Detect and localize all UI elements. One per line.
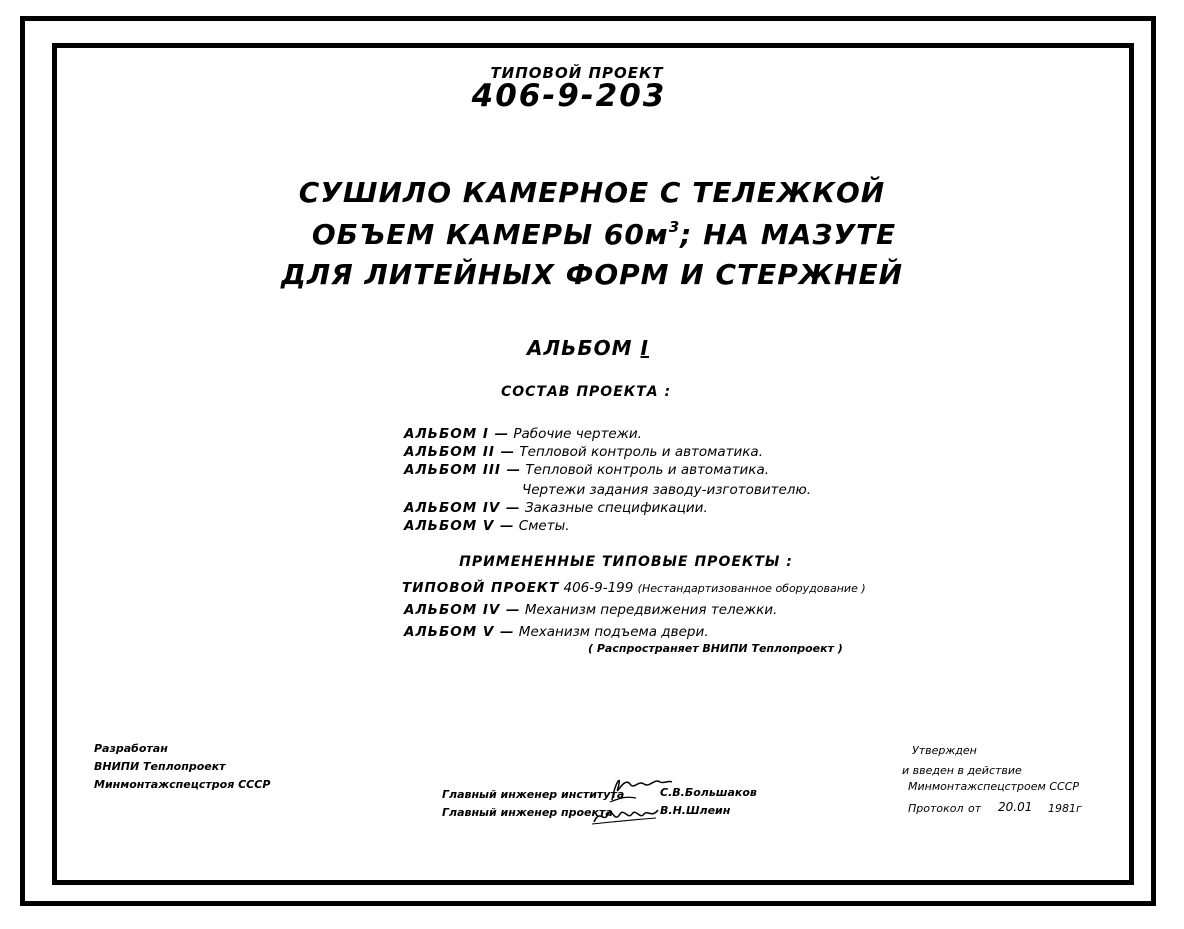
developer-line-3: Минмонтажспецстроя СССР <box>94 778 271 791</box>
composition-item-text: Тепловой контроль и автоматика. <box>519 444 763 460</box>
composition-item-3-continued <box>522 482 811 498</box>
approval-protocol-date: 20.01 <box>998 800 1033 814</box>
composition-item-3 <box>404 462 769 478</box>
album-number: I <box>640 336 649 360</box>
title-line-2-suffix: ; НА МАЗУТЕ <box>680 218 897 251</box>
approval-protocol-from: от <box>968 802 982 815</box>
signature-institute <box>596 770 676 806</box>
signature-project <box>590 802 662 828</box>
applied-project <box>402 580 866 596</box>
approval-line-3: Минмонтажспецстроем СССР <box>908 780 1080 793</box>
applied-item-2 <box>404 624 709 640</box>
applied-item-1 <box>404 602 777 618</box>
applied-project-note: (Нестандартизованное оборудование ) <box>637 582 866 595</box>
approval-protocol-label: Протокол <box>908 802 964 815</box>
composition-item-label: АЛЬБОМ III — <box>404 462 522 478</box>
approval-line-1: Утвержден <box>912 744 977 757</box>
album-heading <box>527 336 649 360</box>
composition-item-text: Заказные спецификации. <box>524 500 708 516</box>
role-label: Главный инженер института <box>442 788 625 801</box>
composition-item-label: АЛЬБОМ IV — <box>404 500 521 516</box>
composition-item-text: Тепловой контроль и автоматика. <box>525 462 770 478</box>
composition-item-4 <box>404 500 708 516</box>
project-label: ТИПОВОЙ ПРОЕКТ <box>490 64 664 82</box>
approval-protocol-year: 1981г <box>1048 802 1082 815</box>
composition-heading: СОСТАВ ПРОЕКТА : <box>500 384 672 400</box>
chief-engineer-institute-name: С.В.Большаков <box>660 786 757 799</box>
developer-line-2: ВНИПИ Теплопроект <box>94 760 226 773</box>
chief-engineer-project-name: В.Н.Шлеин <box>660 804 731 817</box>
applied-project-label: ТИПОВОЙ ПРОЕКТ <box>402 580 560 596</box>
composition-item-label: АЛЬБОМ I — <box>404 426 510 442</box>
project-number: 406-9-203 <box>471 78 667 114</box>
applied-item-text: Механизм передвижения тележки. <box>524 602 778 618</box>
composition-item-label: АЛЬБОМ II — <box>404 444 516 460</box>
applied-heading: ПРИМЕНЕННЫЕ ТИПОВЫЕ ПРОЕКТЫ : <box>459 554 793 570</box>
album-label: АЛЬБОМ <box>527 336 633 360</box>
approval-line-2: и введен в действие <box>902 764 1022 777</box>
title-line-2-prefix: ОБЪЕМ КАМЕРЫ 60м <box>311 218 669 251</box>
applied-item-label: АЛЬБОМ IV — <box>404 602 521 618</box>
role-label: Главный инженер проекта <box>442 806 613 819</box>
title-line-1: СУШИЛО КАМЕРНОЕ С ТЕЛЕЖКОЙ <box>298 176 886 209</box>
composition-item-1 <box>404 426 642 442</box>
chief-engineer-project <box>442 806 613 819</box>
composition-item-2 <box>404 444 763 460</box>
composition-item-text: Чертежи задания заводу-изготовителю. <box>522 482 812 498</box>
applied-item-text: Механизм подъема двери. <box>518 624 709 640</box>
distribution-note: ( Распространяет ВНИПИ Теплопроект ) <box>588 642 843 655</box>
applied-project-number: 406-9-199 <box>563 580 634 596</box>
developer-line-1: Разработан <box>94 742 168 755</box>
composition-item-text: Сметы. <box>518 518 570 534</box>
composition-item-label: АЛЬБОМ V — <box>404 518 515 534</box>
title-line-2-sup: 3 <box>668 218 681 236</box>
applied-item-label: АЛЬБОМ V — <box>404 624 515 640</box>
composition-item-text: Рабочие чертежи. <box>513 426 642 442</box>
title-line-2 <box>312 218 896 251</box>
title-line-3: ДЛЯ ЛИТЕЙНЫХ ФОРМ И СТЕРЖНЕЙ <box>280 258 904 291</box>
composition-item-5 <box>404 518 570 534</box>
